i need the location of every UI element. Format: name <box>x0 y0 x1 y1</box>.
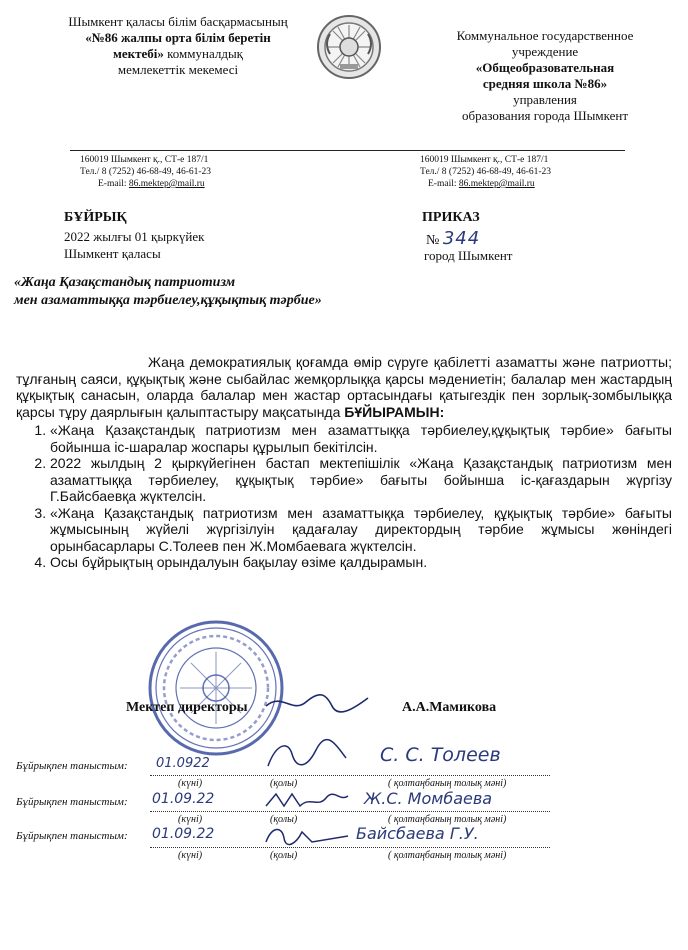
director-title: Мектеп директоры <box>126 700 248 715</box>
body-intro-bold: БҰЙЫРАМЫН: <box>344 403 445 420</box>
contact-email-row <box>420 178 551 190</box>
ack-line-1 <box>150 774 550 776</box>
header-divider <box>70 150 625 151</box>
header-right-line6: образования города Шымкент <box>461 108 629 123</box>
order-number-row <box>426 228 480 249</box>
ack-signature-3-icon <box>262 822 352 848</box>
contact-email-link[interactable]: 86.mektep@mail.ru <box>458 179 535 189</box>
contact-tel: Тел./ 8 (7252) 46-68-49, 46-61-23 <box>420 167 552 177</box>
header-left-line3-rest: коммуналдық <box>163 46 243 61</box>
ack-signature-1-icon <box>262 734 352 774</box>
ack-caption-sign-2: (қолы) <box>270 814 298 825</box>
ack-date-3: 01.09.22 <box>152 826 215 842</box>
ack-caption-sign-1: (қолы) <box>270 778 298 789</box>
ack-name-1: С. С. Толеев <box>380 744 501 766</box>
order-title-kz: БҰЙРЫҚ <box>64 210 127 225</box>
state-emblem-icon <box>316 14 382 80</box>
order-number: 344 <box>442 228 481 249</box>
ack-label-3: Бұйрықпен таныстым: <box>16 830 128 842</box>
contact-email-label: E-mail: <box>98 179 129 189</box>
order-body <box>16 354 672 571</box>
header-left-line1: Шымкент қаласы білім басқармасының <box>68 14 288 29</box>
ack-caption-name-2: ( қолтаңбаның толық мәні) <box>388 814 507 825</box>
ack-name-3: Байсбаева Г.У. <box>356 824 479 843</box>
header-left <box>28 14 328 78</box>
header-right-line5: управления <box>513 92 577 107</box>
order-title-ru: ПРИКАЗ <box>422 210 480 225</box>
contact-address: 160019 Шымкент қ., СТ-е 187/1 <box>80 155 209 165</box>
list-item: 3. «Жаңа Қазақстандық патриотизм мен азаматтыққа тәрбиелеу, құқықтық тәрбие» бағыты жұмысының жүйелі жүргізілуін қадағалау директордың тәрбие жұмысы жөніндегі орынбасарлары С.Толеев пен Ж.Момбаевага жүктелсін. <box>50 505 672 555</box>
header-right-line1: Коммунальное государственное <box>456 28 634 43</box>
contacts-right <box>420 154 551 190</box>
ack-caption-sign-3: (қолы) <box>270 850 298 861</box>
header-left-line2: «№86 жалпы орта білім беретін <box>85 30 271 45</box>
list-item: 4. Осы бұйрықтың орындалуын бақылау өзіме қалдырамын. <box>50 554 672 571</box>
contact-tel: Тел./ 8 (7252) 46-68-49, 46-61-23 <box>80 167 212 177</box>
ack-signature-2-icon <box>262 788 352 812</box>
contacts-left <box>80 154 211 190</box>
header-left-line3-bold: мектебі» <box>113 46 164 61</box>
contact-email-label: E-mail: <box>428 179 459 189</box>
director-name: А.А.Мамикова <box>402 700 497 715</box>
ack-label-1: Бұйрықпен таныстым: <box>16 760 128 772</box>
ack-date-1: 01.0922 <box>156 756 210 771</box>
order-city-kz: Шымкент қаласы <box>64 246 161 261</box>
order-city-ru: город Шымкент <box>424 248 513 263</box>
ack-caption-name-3: ( қолтаңбаның толық мәні) <box>388 850 507 861</box>
ack-name-2: Ж.С. Момбаева <box>364 789 493 808</box>
subject-line1: «Жаңа Қазақстандық патриотизм <box>14 275 236 290</box>
header-right <box>420 28 670 124</box>
ack-date-2: 01.09.22 <box>152 791 215 807</box>
contact-email-link[interactable]: 86.mektep@mail.ru <box>128 179 205 189</box>
body-intro <box>16 354 672 420</box>
body-intro-text: Жаңа демократиялық қоғамда өмір сүруге қабілетті азаматты және патриотты; тұлғаның саяси, құқықтық және сыбайлас жемқорлыққа қарсы мәдениетін; балалар мен жастардың құқықтық санасын, оларда балалар мен жастар ортасындағы қатыгездік пен зорлық-зомбылыққа қарсы тұру даярлығын қалыптастыру мақсатында <box>16 354 672 420</box>
ack-caption-date-2: (күні) <box>178 814 203 825</box>
order-subject <box>14 274 322 310</box>
ack-caption-date-3: (күні) <box>178 850 203 861</box>
list-item: 2. 2022 жылдың 2 қыркүйегінен бастап мектепішілік «Жаңа Қазақстандық патриотизм мен азаматтыққа тәрбиелеу, құқықтық тәрбие» бағыты бойынша іс-қағаздарын жүргізу Г.Байсбаевқа жүктелсін. <box>50 455 672 505</box>
contact-email-row <box>80 178 211 190</box>
header-left-line3 <box>28 46 328 62</box>
ack-caption-date-1: (күні) <box>178 778 203 789</box>
director-signature-icon <box>262 688 372 718</box>
list-item: 1. «Жаңа Қазақстандық патриотизм мен азаматтыққа тәрбиелеу,құқықтық тәрбие» бағыты бойынша іс-шаралар жоспары құрылып бекітілсін. <box>50 422 672 455</box>
header-right-line4: средняя школа №86» <box>482 76 608 91</box>
header-right-line3: «Общеобразовательная <box>475 60 615 75</box>
order-items-list <box>16 422 672 571</box>
header-left-line4: мемлекеттік мекемесі <box>117 62 239 77</box>
header-right-line2: учреждение <box>511 44 579 59</box>
order-date-kz: 2022 жылғы 01 қыркүйек <box>64 229 205 244</box>
order-number-prefix: № <box>426 233 440 248</box>
contact-address: 160019 Шымкент қ., СТ-е 187/1 <box>420 155 549 165</box>
ack-label-2: Бұйрықпен таныстым: <box>16 796 128 808</box>
ack-caption-name-1: ( қолтаңбаның толық мәні) <box>388 778 507 789</box>
subject-line2: мен азаматтыққа тәрбиелеу,құқықтық тәрбие» <box>14 293 322 308</box>
